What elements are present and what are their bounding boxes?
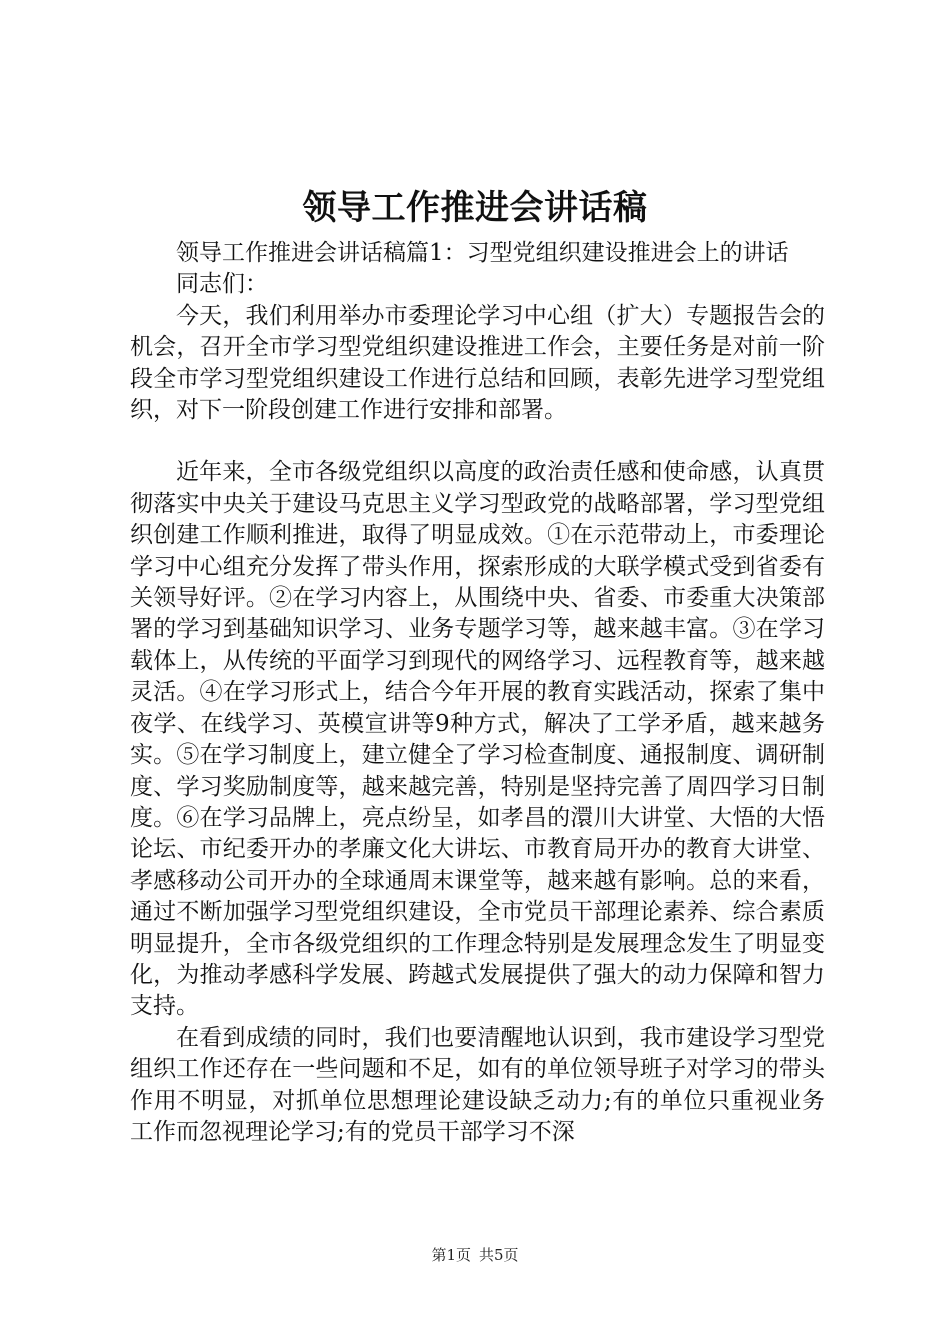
paragraph-salutation: 同志们：: [176, 271, 268, 298]
page-total: 共5页: [479, 1246, 519, 1264]
paragraph-achievements: 近年来，全市各级党组织以高度的政治责任感和使命感，认真贯彻落实中央关于建设马克思主义学习型政党的战略部署，学习型党组织创建工作顺利推进，取得了明显成效。①在示范带动上，市委理论学习中心组充分发挥了带头作用，探索形成的大联学模式受到省委有关领导好评。②在学习内容上，从围绕中央、省委、市委重大决策部署的学习到基础知识学习、业务专题学习等，越来越丰富。③在学习载体上，从传统的平面学习到现代的网络学习、远程教育等，越来越灵活。④在学习形式上，结合今年开展的教育实践活动，探索了集中夜学、在线学习、英模宣讲等9种方式，解决了工学矛盾，越来越务实。⑤在学习制度上，建立健全了学习检查制度、通报制度、调研制度、学习奖励制度等，越来越完善，特别是坚持完善了周四学习日制度。⑥在学习品牌上，亮点纷呈，如孝昌的澴川大讲堂、大悟的大悟论坛、市纪委开办的孝廉文化大讲坛、市教育局开办的教育大讲堂、孝感移动公司开办的全球通周末课堂等，越来越有影响。总的来看，通过不断加强学习型党组织建设，全市党员干部理论素养、综合素质明显提升，全市各级党组织的工作理念特别是发展理念发生了明显变化，为推动孝感科学发展、跨越式发展提供了强大的动力保障和智力支持。: [130, 459, 825, 1020]
page-number: 第1页: [431, 1246, 471, 1264]
paragraph-intro: 今天，我们利用举办市委理论学习中心组（扩大）专题报告会的机会，召开全市学习型党组织建设推进工作会，主要任务是对前一阶段全市学习型党组织建设工作进行总结和回顾，表彰先进学习型党组织，对下一阶段创建工作进行安排和部署。: [130, 302, 825, 424]
document-body: [130, 238, 825, 1148]
paragraph-problems: 在看到成绩的同时，我们也要清醒地认识到，我市建设学习型党组织工作还存在一些问题和不足，如有的单位领导班子对学习的带头作用不明显，对抓单位思想理论建设缺乏动力;有的单位只重视业务工作而忽视理论学习;有的党员干部学习不深: [130, 1024, 825, 1145]
page-footer: [0, 1245, 950, 1265]
paragraph-heading: 领导工作推进会讲话稿篇1：习型党组织建设推进会上的讲话: [176, 240, 789, 266]
document-title: 领导工作推进会讲话稿: [302, 188, 648, 228]
